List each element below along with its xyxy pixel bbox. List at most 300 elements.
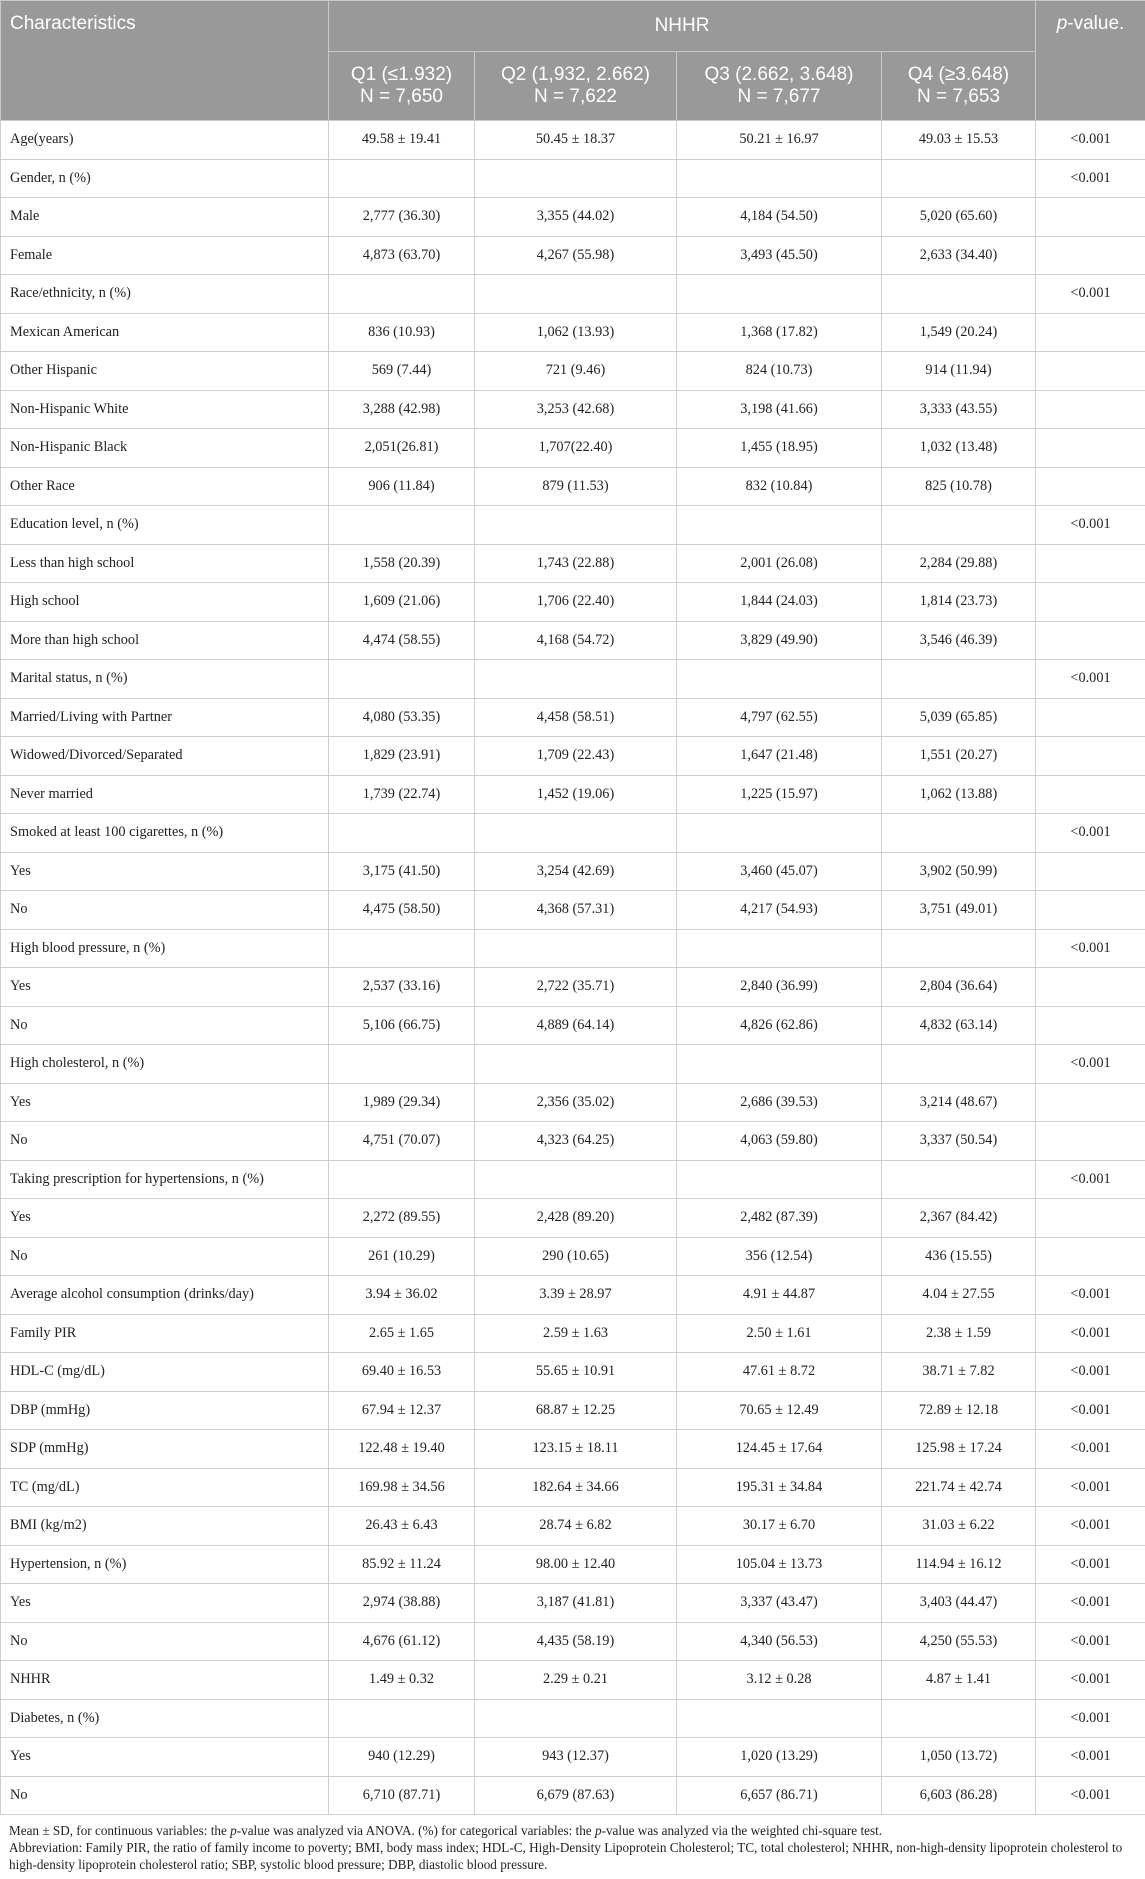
cell-q2: 50.45 ± 18.37 — [475, 121, 677, 160]
row-label: Hypertension, n (%) — [1, 1545, 329, 1584]
header-characteristics: Characteristics — [1, 1, 329, 121]
cell-q1: 67.94 ± 12.37 — [329, 1391, 475, 1430]
cell-q3: 50.21 ± 16.97 — [677, 121, 882, 160]
cell-q4: 4,250 (55.53) — [882, 1622, 1036, 1661]
cell-q3: 4,184 (54.50) — [677, 198, 882, 237]
cell-q2: 2.29 ± 0.21 — [475, 1661, 677, 1700]
cell-q2: 721 (9.46) — [475, 352, 677, 391]
cell-q1: 1,609 (21.06) — [329, 583, 475, 622]
cell-q1: 3,175 (41.50) — [329, 852, 475, 891]
cell-pvalue — [1036, 352, 1145, 391]
cell-pvalue: <0.001 — [1036, 814, 1145, 853]
cell-pvalue: <0.001 — [1036, 121, 1145, 160]
cell-q2: 3,254 (42.69) — [475, 852, 677, 891]
cell-q2: 1,707(22.40) — [475, 429, 677, 468]
header-q1-range: Q1 (≤1.932) — [350, 64, 453, 85]
cell-q2: 1,706 (22.40) — [475, 583, 677, 622]
table-row — [1, 1661, 1145, 1700]
cell-q4: 3,546 (46.39) — [882, 621, 1036, 660]
cell-pvalue — [1036, 198, 1145, 237]
row-label: More than high school — [1, 621, 329, 660]
header-q1-n: N = 7,650 — [360, 86, 443, 107]
cell-q1: 1,558 (20.39) — [329, 544, 475, 583]
table-row — [1, 467, 1145, 506]
cell-q1: 5,106 (66.75) — [329, 1006, 475, 1045]
row-label: Yes — [1, 1199, 329, 1238]
cell-q1 — [329, 159, 475, 198]
cell-q2: 4,323 (64.25) — [475, 1122, 677, 1161]
table-row — [1, 313, 1145, 352]
cell-q1: 261 (10.29) — [329, 1237, 475, 1276]
cell-pvalue — [1036, 968, 1145, 1007]
cell-pvalue: <0.001 — [1036, 1314, 1145, 1353]
table-row — [1, 583, 1145, 622]
row-label: Widowed/Divorced/Separated — [1, 737, 329, 776]
cell-q4 — [882, 929, 1036, 968]
table-row — [1, 660, 1145, 699]
cell-pvalue: <0.001 — [1036, 1507, 1145, 1546]
header-q4-range: Q4 (≥3.648) — [907, 64, 1010, 85]
cell-pvalue: <0.001 — [1036, 1430, 1145, 1469]
cell-q3: 4,063 (59.80) — [677, 1122, 882, 1161]
table-row — [1, 737, 1145, 776]
cell-pvalue — [1036, 236, 1145, 275]
cell-q3: 1,225 (15.97) — [677, 775, 882, 814]
cell-q3 — [677, 929, 882, 968]
row-label: Diabetes, n (%) — [1, 1699, 329, 1738]
cell-q4: 5,039 (65.85) — [882, 698, 1036, 737]
table-row — [1, 968, 1145, 1007]
table-row — [1, 929, 1145, 968]
cell-pvalue — [1036, 1199, 1145, 1238]
row-label: Average alcohol consumption (drinks/day) — [1, 1276, 329, 1315]
cell-q1 — [329, 929, 475, 968]
table-row — [1, 121, 1145, 160]
footnote-p: p — [230, 1823, 237, 1838]
table-row — [1, 1314, 1145, 1353]
row-label: No — [1, 1776, 329, 1815]
header-group-nhhr: NHHR — [329, 1, 1036, 52]
cell-q3: 195.31 ± 34.84 — [677, 1468, 882, 1507]
row-label: Marital status, n (%) — [1, 660, 329, 699]
cell-q4 — [882, 660, 1036, 699]
cell-pvalue: <0.001 — [1036, 929, 1145, 968]
cell-q2: 4,889 (64.14) — [475, 1006, 677, 1045]
cell-q1: 2,777 (36.30) — [329, 198, 475, 237]
header-pvalue-p: p — [1056, 13, 1068, 34]
cell-q4: 1,050 (13.72) — [882, 1738, 1036, 1777]
cell-q1: 69.40 ± 16.53 — [329, 1353, 475, 1392]
cell-q2: 123.15 ± 18.11 — [475, 1430, 677, 1469]
cell-q3: 4,797 (62.55) — [677, 698, 882, 737]
cell-pvalue: <0.001 — [1036, 1468, 1145, 1507]
footnote-p: p — [594, 1823, 602, 1838]
cell-q4: 4.87 ± 1.41 — [882, 1661, 1036, 1700]
cell-q3 — [677, 814, 882, 853]
header-q4-n: N = 7,653 — [917, 86, 1000, 107]
table-row — [1, 1006, 1145, 1045]
table-row — [1, 275, 1145, 314]
cell-q3: 3.12 ± 0.28 — [677, 1661, 882, 1700]
row-label: NHHR — [1, 1661, 329, 1700]
cell-pvalue — [1036, 467, 1145, 506]
cell-q4 — [882, 275, 1036, 314]
cell-pvalue — [1036, 1122, 1145, 1161]
table-row — [1, 621, 1145, 660]
cell-q2: 3,253 (42.68) — [475, 390, 677, 429]
row-label: Mexican American — [1, 313, 329, 352]
cell-q3: 1,844 (24.03) — [677, 583, 882, 622]
footnote-text: -value was analyzed via the weighted chi-square test. — [601, 1823, 883, 1838]
cell-q4 — [882, 159, 1036, 198]
cell-q3 — [677, 506, 882, 545]
row-label: HDL-C (mg/dL) — [1, 1353, 329, 1392]
cell-q3: 124.45 ± 17.64 — [677, 1430, 882, 1469]
header-q1 — [329, 52, 475, 121]
row-label: Less than high school — [1, 544, 329, 583]
cell-q3: 47.61 ± 8.72 — [677, 1353, 882, 1392]
cell-q1: 1,989 (29.34) — [329, 1083, 475, 1122]
cell-q2: 3,187 (41.81) — [475, 1584, 677, 1623]
table-row — [1, 1699, 1145, 1738]
table-row — [1, 198, 1145, 237]
header-pvalue — [1036, 1, 1145, 121]
cell-q2: 55.65 ± 10.91 — [475, 1353, 677, 1392]
cell-pvalue — [1036, 737, 1145, 776]
cell-q3: 30.17 ± 6.70 — [677, 1507, 882, 1546]
cell-q3: 3,337 (43.47) — [677, 1584, 882, 1623]
cell-pvalue — [1036, 583, 1145, 622]
cell-q4: 4.04 ± 27.55 — [882, 1276, 1036, 1315]
cell-q2: 68.87 ± 12.25 — [475, 1391, 677, 1430]
cell-q3: 1,455 (18.95) — [677, 429, 882, 468]
cell-q1 — [329, 506, 475, 545]
row-label: Female — [1, 236, 329, 275]
row-label: Taking prescription for hypertensions, n (%) — [1, 1160, 329, 1199]
table-row — [1, 775, 1145, 814]
cell-q1 — [329, 1160, 475, 1199]
row-label: BMI (kg/m2) — [1, 1507, 329, 1546]
footnote-abbreviations: Abbreviation: Family PIR, the ratio of family income to poverty; BMI, body mass index; HDL-C, High-Density Lipoprotein Cholesterol; TC, total cholesterol; NHHR, non-high-density lipoprotein cholesterol to high-density lipoprotein cholesterol ratio; SBP, systolic blood pressure; DBP, diastolic blood pressure. — [9, 1839, 1123, 1872]
table-row — [1, 159, 1145, 198]
cell-q2 — [475, 159, 677, 198]
cell-pvalue: <0.001 — [1036, 275, 1145, 314]
cell-q4 — [882, 1045, 1036, 1084]
cell-q1: 2,051(26.81) — [329, 429, 475, 468]
cell-pvalue: <0.001 — [1036, 1584, 1145, 1623]
cell-q1: 6,710 (87.71) — [329, 1776, 475, 1815]
table-row — [1, 1353, 1145, 1392]
row-label: Other Race — [1, 467, 329, 506]
cell-q2: 1,743 (22.88) — [475, 544, 677, 583]
cell-q2 — [475, 275, 677, 314]
cell-q2: 28.74 ± 6.82 — [475, 1507, 677, 1546]
row-label: Non-Hispanic White — [1, 390, 329, 429]
row-label: Never married — [1, 775, 329, 814]
row-label: Yes — [1, 968, 329, 1007]
cell-q4 — [882, 1699, 1036, 1738]
cell-q4 — [882, 814, 1036, 853]
row-label: Yes — [1, 1584, 329, 1623]
table-row — [1, 1468, 1145, 1507]
cell-pvalue: <0.001 — [1036, 1391, 1145, 1430]
cell-q3: 2,840 (36.99) — [677, 968, 882, 1007]
cell-q2: 290 (10.65) — [475, 1237, 677, 1276]
cell-q2: 3,355 (44.02) — [475, 198, 677, 237]
cell-pvalue — [1036, 313, 1145, 352]
table-row — [1, 814, 1145, 853]
cell-q3: 2,686 (39.53) — [677, 1083, 882, 1122]
cell-q1 — [329, 814, 475, 853]
table-footnote — [0, 1815, 1145, 1873]
cell-q1: 1,739 (22.74) — [329, 775, 475, 814]
row-label: Yes — [1, 852, 329, 891]
row-label: Smoked at least 100 cigarettes, n (%) — [1, 814, 329, 853]
cell-q2 — [475, 814, 677, 853]
cell-q1: 122.48 ± 19.40 — [329, 1430, 475, 1469]
table-row — [1, 1045, 1145, 1084]
header-q4 — [882, 52, 1036, 121]
table-header — [1, 1, 1145, 121]
footnote-text: -value was analyzed via ANOVA. (%) for categorical variables: the — [236, 1823, 595, 1838]
cell-q2: 1,709 (22.43) — [475, 737, 677, 776]
table-row — [1, 1237, 1145, 1276]
row-label: DBP (mmHg) — [1, 1391, 329, 1430]
table-row — [1, 1430, 1145, 1469]
header-q2-range: Q2 (1,932, 2.662) — [501, 64, 650, 85]
table-row — [1, 1083, 1145, 1122]
cell-q2: 2,356 (35.02) — [475, 1083, 677, 1122]
cell-q3 — [677, 275, 882, 314]
row-label: Gender, n (%) — [1, 159, 329, 198]
cell-q2 — [475, 1045, 677, 1084]
row-label: Male — [1, 198, 329, 237]
cell-q1 — [329, 275, 475, 314]
table-row — [1, 1276, 1145, 1315]
cell-q4: 2,804 (36.64) — [882, 968, 1036, 1007]
cell-pvalue: <0.001 — [1036, 660, 1145, 699]
cell-q3 — [677, 1045, 882, 1084]
cell-q4: 49.03 ± 15.53 — [882, 121, 1036, 160]
cell-q4: 2,284 (29.88) — [882, 544, 1036, 583]
table-row — [1, 1199, 1145, 1238]
footnote-statistics — [9, 1823, 1136, 1840]
table-row — [1, 1507, 1145, 1546]
table-row — [1, 698, 1145, 737]
cell-pvalue: <0.001 — [1036, 1776, 1145, 1815]
cell-q2: 4,368 (57.31) — [475, 891, 677, 930]
cell-q1 — [329, 1045, 475, 1084]
cell-q3: 4,340 (56.53) — [677, 1622, 882, 1661]
table-row — [1, 1738, 1145, 1777]
header-q3 — [677, 52, 882, 121]
row-label: TC (mg/dL) — [1, 1468, 329, 1507]
cell-pvalue — [1036, 1006, 1145, 1045]
table-row — [1, 891, 1145, 930]
cell-q3: 2.50 ± 1.61 — [677, 1314, 882, 1353]
cell-pvalue: <0.001 — [1036, 1622, 1145, 1661]
cell-pvalue: <0.001 — [1036, 1661, 1145, 1700]
cell-q2: 1,452 (19.06) — [475, 775, 677, 814]
footnote-text: Mean ± SD, for continuous variables: the — [9, 1823, 231, 1838]
cell-q1: 2,272 (89.55) — [329, 1199, 475, 1238]
row-label: Age(years) — [1, 121, 329, 160]
cell-q4 — [882, 506, 1036, 545]
cell-q3: 6,657 (86.71) — [677, 1776, 882, 1815]
cell-q4 — [882, 1160, 1036, 1199]
cell-q4: 2.38 ± 1.59 — [882, 1314, 1036, 1353]
cell-pvalue — [1036, 1083, 1145, 1122]
cell-pvalue — [1036, 775, 1145, 814]
cell-q1: 4,676 (61.12) — [329, 1622, 475, 1661]
row-label: High cholesterol, n (%) — [1, 1045, 329, 1084]
header-q3-range: Q3 (2.662, 3.648) — [704, 64, 854, 85]
cell-q4: 2,633 (34.40) — [882, 236, 1036, 275]
table-row — [1, 852, 1145, 891]
row-label: Family PIR — [1, 1314, 329, 1353]
cell-q4: 114.94 ± 16.12 — [882, 1545, 1036, 1584]
cell-q3: 4,826 (62.86) — [677, 1006, 882, 1045]
cell-q4: 3,902 (50.99) — [882, 852, 1036, 891]
cell-q3: 1,020 (13.29) — [677, 1738, 882, 1777]
cell-pvalue — [1036, 698, 1145, 737]
row-label: No — [1, 1237, 329, 1276]
row-label: Non-Hispanic Black — [1, 429, 329, 468]
cell-pvalue — [1036, 429, 1145, 468]
cell-q1: 1.49 ± 0.32 — [329, 1661, 475, 1700]
cell-q2: 2,722 (35.71) — [475, 968, 677, 1007]
cell-q3: 4.91 ± 44.87 — [677, 1276, 882, 1315]
cell-q1 — [329, 660, 475, 699]
cell-pvalue — [1036, 1237, 1145, 1276]
cell-q1: 4,080 (53.35) — [329, 698, 475, 737]
table-row — [1, 236, 1145, 275]
row-label: No — [1, 1622, 329, 1661]
cell-q4: 3,214 (48.67) — [882, 1083, 1036, 1122]
cell-q4: 3,333 (43.55) — [882, 390, 1036, 429]
cell-q3: 3,493 (45.50) — [677, 236, 882, 275]
row-label: High blood pressure, n (%) — [1, 929, 329, 968]
table-row — [1, 1545, 1145, 1584]
cell-q4: 72.89 ± 12.18 — [882, 1391, 1036, 1430]
cell-q4: 436 (15.55) — [882, 1237, 1036, 1276]
cell-q3: 1,647 (21.48) — [677, 737, 882, 776]
cell-q1: 569 (7.44) — [329, 352, 475, 391]
row-label: Yes — [1, 1083, 329, 1122]
cell-pvalue — [1036, 544, 1145, 583]
cell-q3: 832 (10.84) — [677, 467, 882, 506]
cell-q1: 85.92 ± 11.24 — [329, 1545, 475, 1584]
cell-q3: 1,368 (17.82) — [677, 313, 882, 352]
cell-pvalue — [1036, 852, 1145, 891]
cell-pvalue: <0.001 — [1036, 506, 1145, 545]
cell-q2: 6,679 (87.63) — [475, 1776, 677, 1815]
header-pvalue-rest: -value. — [1067, 13, 1125, 34]
cell-q2: 943 (12.37) — [475, 1738, 677, 1777]
row-label: Married/Living with Partner — [1, 698, 329, 737]
cell-q2: 2.59 ± 1.63 — [475, 1314, 677, 1353]
table-row — [1, 1122, 1145, 1161]
cell-q3 — [677, 1160, 882, 1199]
cell-q1: 2,974 (38.88) — [329, 1584, 475, 1623]
cell-q4: 1,814 (23.73) — [882, 583, 1036, 622]
cell-q3 — [677, 660, 882, 699]
row-label: SDP (mmHg) — [1, 1430, 329, 1469]
row-label: No — [1, 891, 329, 930]
cell-q1: 4,751 (70.07) — [329, 1122, 475, 1161]
cell-q4: 2,367 (84.42) — [882, 1199, 1036, 1238]
cell-q2: 879 (11.53) — [475, 467, 677, 506]
cell-q4: 1,032 (13.48) — [882, 429, 1036, 468]
cell-q3: 3,460 (45.07) — [677, 852, 882, 891]
cell-q1: 4,873 (63.70) — [329, 236, 475, 275]
cell-q1: 26.43 ± 6.43 — [329, 1507, 475, 1546]
cell-q1: 3,288 (42.98) — [329, 390, 475, 429]
cell-pvalue: <0.001 — [1036, 159, 1145, 198]
cell-q3: 356 (12.54) — [677, 1237, 882, 1276]
cell-q3: 70.65 ± 12.49 — [677, 1391, 882, 1430]
cell-q3: 2,482 (87.39) — [677, 1199, 882, 1238]
cell-q4: 38.71 ± 7.82 — [882, 1353, 1036, 1392]
row-label: Race/ethnicity, n (%) — [1, 275, 329, 314]
cell-q2: 4,435 (58.19) — [475, 1622, 677, 1661]
cell-q1: 169.98 ± 34.56 — [329, 1468, 475, 1507]
cell-q1: 940 (12.29) — [329, 1738, 475, 1777]
cell-pvalue — [1036, 891, 1145, 930]
cell-q4: 825 (10.78) — [882, 467, 1036, 506]
cell-q3: 105.04 ± 13.73 — [677, 1545, 882, 1584]
cell-pvalue: <0.001 — [1036, 1545, 1145, 1584]
cell-q4: 914 (11.94) — [882, 352, 1036, 391]
cell-q2: 2,428 (89.20) — [475, 1199, 677, 1238]
cell-q3: 3,829 (49.90) — [677, 621, 882, 660]
cell-q1: 1,829 (23.91) — [329, 737, 475, 776]
header-q2-n: N = 7,622 — [534, 86, 617, 107]
cell-q4: 125.98 ± 17.24 — [882, 1430, 1036, 1469]
cell-pvalue: <0.001 — [1036, 1045, 1145, 1084]
cell-q2: 1,062 (13.93) — [475, 313, 677, 352]
cell-q1: 49.58 ± 19.41 — [329, 121, 475, 160]
cell-pvalue: <0.001 — [1036, 1353, 1145, 1392]
row-label: Other Hispanic — [1, 352, 329, 391]
cell-q1 — [329, 1699, 475, 1738]
cell-q2 — [475, 660, 677, 699]
cell-q4: 221.74 ± 42.74 — [882, 1468, 1036, 1507]
table-row — [1, 1160, 1145, 1199]
cell-pvalue: <0.001 — [1036, 1699, 1145, 1738]
row-label: No — [1, 1122, 329, 1161]
cell-q4: 1,062 (13.88) — [882, 775, 1036, 814]
cell-q4: 1,549 (20.24) — [882, 313, 1036, 352]
cell-q3: 4,217 (54.93) — [677, 891, 882, 930]
table-row — [1, 506, 1145, 545]
cell-q2: 3.39 ± 28.97 — [475, 1276, 677, 1315]
cell-q2 — [475, 506, 677, 545]
cell-q1: 2,537 (33.16) — [329, 968, 475, 1007]
cell-q4: 5,020 (65.60) — [882, 198, 1036, 237]
cell-q4: 3,751 (49.01) — [882, 891, 1036, 930]
cell-q4: 4,832 (63.14) — [882, 1006, 1036, 1045]
cell-q3: 3,198 (41.66) — [677, 390, 882, 429]
cell-q2: 98.00 ± 12.40 — [475, 1545, 677, 1584]
cell-q1: 906 (11.84) — [329, 467, 475, 506]
cell-q4: 6,603 (86.28) — [882, 1776, 1036, 1815]
table-row — [1, 1584, 1145, 1623]
cell-q2 — [475, 1160, 677, 1199]
cell-q2: 4,458 (58.51) — [475, 698, 677, 737]
cell-q4: 1,551 (20.27) — [882, 737, 1036, 776]
table-row — [1, 544, 1145, 583]
